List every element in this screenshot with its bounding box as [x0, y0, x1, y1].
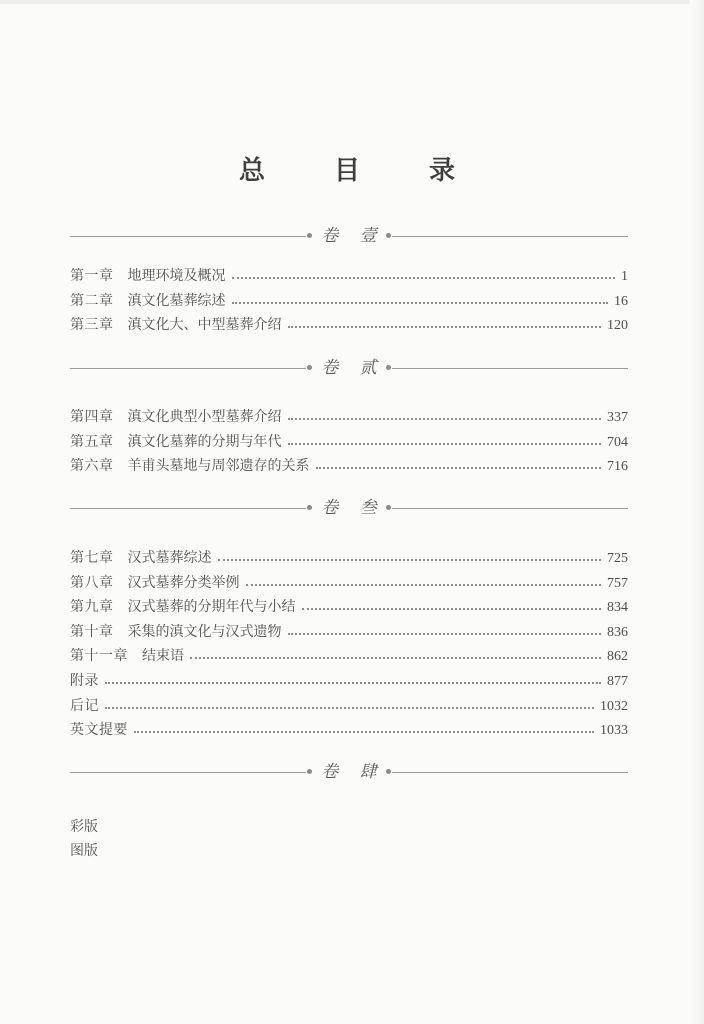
toc-entry[interactable]	[70, 645, 628, 670]
page-title: 总 目 录	[238, 156, 486, 186]
divider-line	[70, 368, 306, 369]
toc-chapter-title: 汉式墓葬分类举例	[127, 574, 240, 591]
toc-chapter-number: 第二章	[70, 292, 114, 309]
toc-chapter-number: 第一章	[70, 268, 114, 284]
toc-entry[interactable]	[70, 596, 628, 621]
toc-chapter-number: 后记	[70, 697, 99, 714]
toc-page-number: 834	[607, 600, 628, 616]
toc-page-number: 757	[607, 575, 628, 591]
toc-chapter-title: 地理环境及概况	[127, 268, 226, 284]
toc-chapter-number: 第三章	[70, 317, 114, 334]
divider-line	[392, 508, 628, 509]
divider-dot	[386, 365, 391, 370]
toc-chapter-number: 英文提要	[70, 722, 128, 739]
toc-chapter-number: 第四章	[70, 409, 114, 425]
plate-entry-color[interactable]: 彩版	[70, 819, 98, 835]
toc-entry[interactable]	[70, 431, 628, 456]
toc-page-number: 120	[607, 318, 628, 334]
divider-line	[70, 236, 306, 237]
divider-line	[392, 236, 628, 237]
divider-line	[392, 368, 628, 369]
toc-chapter-number: 第十一章	[70, 648, 128, 665]
divider-dot	[386, 233, 391, 238]
volume-header-3	[70, 496, 628, 520]
toc-entry[interactable]	[70, 547, 628, 572]
toc-entry[interactable]	[70, 406, 628, 431]
toc-entry[interactable]	[70, 314, 628, 339]
divider-line	[392, 772, 628, 773]
dot-leader	[288, 418, 602, 420]
dot-leader	[105, 707, 594, 709]
toc-entry[interactable]	[70, 719, 628, 744]
toc-entry[interactable]	[70, 265, 628, 290]
toc-chapter-number: 第十章	[70, 623, 114, 640]
toc-chapter-title: 汉式墓葬综述	[127, 550, 212, 566]
toc-page-number: 1033	[600, 723, 628, 739]
toc-chapter-number: 附录	[70, 672, 99, 689]
plate-entry-figures[interactable]: 图版	[70, 843, 98, 859]
volume-label: 卷 叁	[321, 498, 385, 518]
toc-volume-1	[70, 265, 628, 339]
plates-list	[70, 815, 98, 863]
toc-chapter-title: 滇文化墓葬的分期与年代	[127, 433, 282, 450]
toc-page-number: 877	[607, 673, 628, 689]
volume-header-4	[70, 760, 628, 784]
toc-chapter-title: 滇文化大、中型墓葬介绍	[127, 317, 282, 334]
toc-page-number: 704	[607, 434, 628, 450]
toc-chapter-title: 滇文化典型小型墓葬介绍	[127, 409, 282, 425]
toc-chapter-title: 羊甫头墓地与周邻遗存的关系	[127, 458, 310, 475]
dot-leader	[218, 559, 602, 561]
toc-chapter-number: 第五章	[70, 433, 114, 450]
toc-page-number: 1	[621, 269, 628, 284]
dot-leader	[302, 608, 602, 610]
divider-line	[70, 508, 306, 509]
toc-entry[interactable]	[70, 290, 628, 315]
dot-leader	[288, 633, 602, 635]
toc-entry[interactable]	[70, 621, 628, 646]
divider-dot	[386, 505, 391, 510]
toc-page-number: 862	[607, 649, 628, 665]
toc-chapter-number: 第九章	[70, 599, 114, 616]
dot-leader	[288, 326, 602, 328]
toc-entry[interactable]	[70, 572, 628, 597]
toc-chapter-title: 结束语	[142, 648, 184, 665]
dot-leader	[316, 467, 602, 469]
toc-chapter-number: 第七章	[70, 550, 114, 566]
divider-dot	[386, 769, 391, 774]
dot-leader	[232, 302, 609, 304]
divider-line	[70, 772, 306, 773]
dot-leader	[134, 731, 594, 733]
toc-entry[interactable]	[70, 670, 628, 695]
dot-leader	[105, 682, 601, 684]
toc-page-number: 337	[607, 410, 628, 425]
page-top-edge	[0, 0, 704, 4]
volume-label: 卷 壹	[321, 226, 385, 246]
volume-label: 卷 贰	[321, 358, 385, 378]
toc-page-number: 716	[607, 459, 628, 475]
dot-leader	[246, 584, 602, 586]
toc-chapter-number: 第六章	[70, 458, 114, 475]
dot-leader	[190, 657, 601, 659]
toc-chapter-title: 采集的滇文化与汉式遗物	[127, 623, 282, 640]
toc-chapter-title: 汉式墓葬的分期年代与小结	[127, 599, 296, 616]
volume-header-1	[70, 224, 628, 248]
toc-chapter-number: 第八章	[70, 574, 114, 591]
volume-header-2	[70, 356, 628, 380]
toc-entry[interactable]	[70, 695, 628, 720]
toc-volume-3	[70, 547, 628, 744]
toc-page-number: 16	[614, 293, 628, 309]
toc-chapter-title: 滇文化墓葬综述	[127, 292, 226, 309]
toc-entry[interactable]	[70, 455, 628, 480]
toc-volume-2	[70, 406, 628, 480]
dot-leader	[232, 277, 616, 279]
volume-label: 卷 肆	[321, 762, 385, 782]
toc-page-number: 836	[607, 624, 628, 640]
dot-leader	[288, 443, 602, 445]
toc-page-number: 725	[607, 551, 628, 566]
toc-page-number: 1032	[600, 698, 628, 714]
